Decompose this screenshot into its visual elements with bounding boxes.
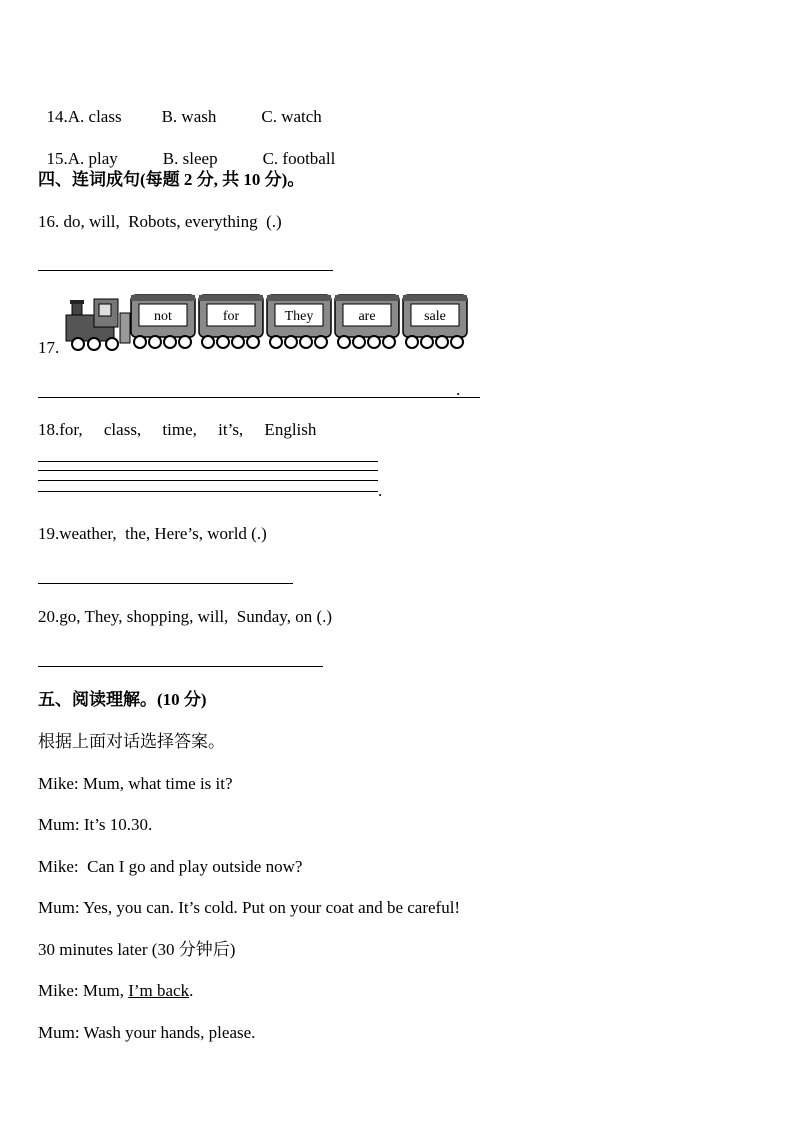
wheel-icon <box>451 336 463 348</box>
question-15 <box>38 129 335 169</box>
section-5-instruction: 根据上面对话选择答案。 <box>38 732 225 751</box>
option-a: A. play <box>67 149 118 168</box>
train-car <box>199 295 263 348</box>
answer-line-20[interactable] <box>38 666 323 667</box>
wheel-icon <box>232 336 244 348</box>
option-c: C. football <box>262 149 336 168</box>
wheel-icon <box>270 336 282 348</box>
option-c: C. watch <box>261 107 322 126</box>
wheel-icon <box>149 336 161 348</box>
answer-line-18b[interactable] <box>38 470 378 471</box>
train-car-word: are <box>358 309 376 324</box>
train-car <box>403 295 467 348</box>
utterance-post: . <box>189 981 194 1000</box>
speaker: Mike: <box>38 857 79 876</box>
question-14 <box>38 87 322 127</box>
answer-line-18d[interactable] <box>38 491 378 492</box>
dialogue-line-3 <box>38 857 302 877</box>
section-5-heading: 五、阅读理解。(10 分) <box>38 690 207 709</box>
wheel-icon <box>164 336 176 348</box>
end-period: . <box>456 380 461 399</box>
train-car-word: They <box>284 309 314 324</box>
speaker: Mum: <box>38 815 80 834</box>
wheel-icon <box>134 336 146 348</box>
utterance-pre: Mum, <box>78 981 129 1000</box>
answer-line-18c[interactable] <box>38 480 378 481</box>
question-16: 16. do, will, Robots, everything (.) <box>38 212 282 231</box>
wheel-icon <box>368 336 380 348</box>
wheel-icon <box>285 336 297 348</box>
time-note: 30 minutes later (30 分钟后) <box>38 940 236 959</box>
question-20: 20.go, They, shopping, will, Sunday, on (.) <box>38 607 333 626</box>
answer-line-17[interactable] <box>38 397 480 398</box>
train-car-word: sale <box>424 309 446 324</box>
dialogue-line-4 <box>38 898 460 918</box>
speaker: Mike: <box>38 981 79 1000</box>
train-car-word: not <box>154 309 172 324</box>
option-a: A. class <box>67 107 122 126</box>
wheel-icon <box>179 336 191 348</box>
dialogue-line-1 <box>38 774 233 794</box>
utterance: Wash your hands, please. <box>79 1023 256 1042</box>
wheel-icon <box>383 336 395 348</box>
wheel-icon <box>217 336 229 348</box>
answer-line-18a[interactable] <box>38 461 378 462</box>
locomotive-icon <box>66 299 130 350</box>
utterance: Yes, you can. It’s cold. Put on your coat and be careful! <box>79 898 461 917</box>
speaker: Mum: <box>38 898 80 917</box>
wheel-icon <box>315 336 327 348</box>
word-train-image <box>60 293 470 355</box>
train-car <box>267 295 331 348</box>
utterance: It’s 10.30. <box>79 815 153 834</box>
speaker: Mike: <box>38 774 79 793</box>
dialogue-line-5 <box>38 981 193 1001</box>
section-4-heading: 四、连词成句(每题 2 分, 共 10 分)。 <box>38 170 305 189</box>
question-19: 19.weather, the, Here’s, world (.) <box>38 524 267 543</box>
wheel-icon <box>338 336 350 348</box>
wheel-icon <box>300 336 312 348</box>
train-car-word: for <box>222 309 240 324</box>
underlined-phrase: I’m back <box>128 981 190 1000</box>
question-number-17: 17. <box>38 338 60 357</box>
option-b: B. wash <box>161 107 217 126</box>
train-car <box>335 295 399 348</box>
wheel-icon <box>436 336 448 348</box>
utterance: Mum, what time is it? <box>78 774 233 793</box>
question-number: 14. <box>46 107 68 126</box>
speaker: Mum: <box>38 1023 80 1042</box>
utterance: Can I go and play outside now? <box>78 857 303 876</box>
wheel-icon <box>353 336 365 348</box>
question-18: 18.for, class, time, it’s, English <box>38 420 317 439</box>
wheel-icon <box>406 336 418 348</box>
answer-line-16[interactable] <box>38 270 333 271</box>
end-period: . <box>378 481 383 500</box>
dialogue-line-6 <box>38 1023 255 1043</box>
dialogue-line-2 <box>38 815 152 835</box>
train-car <box>131 295 195 348</box>
wheel-icon <box>421 336 433 348</box>
wheel-icon <box>202 336 214 348</box>
wheel-icon <box>247 336 259 348</box>
answer-line-19[interactable] <box>38 583 293 584</box>
question-number: 15. <box>46 149 68 168</box>
option-b: B. sleep <box>162 149 218 168</box>
